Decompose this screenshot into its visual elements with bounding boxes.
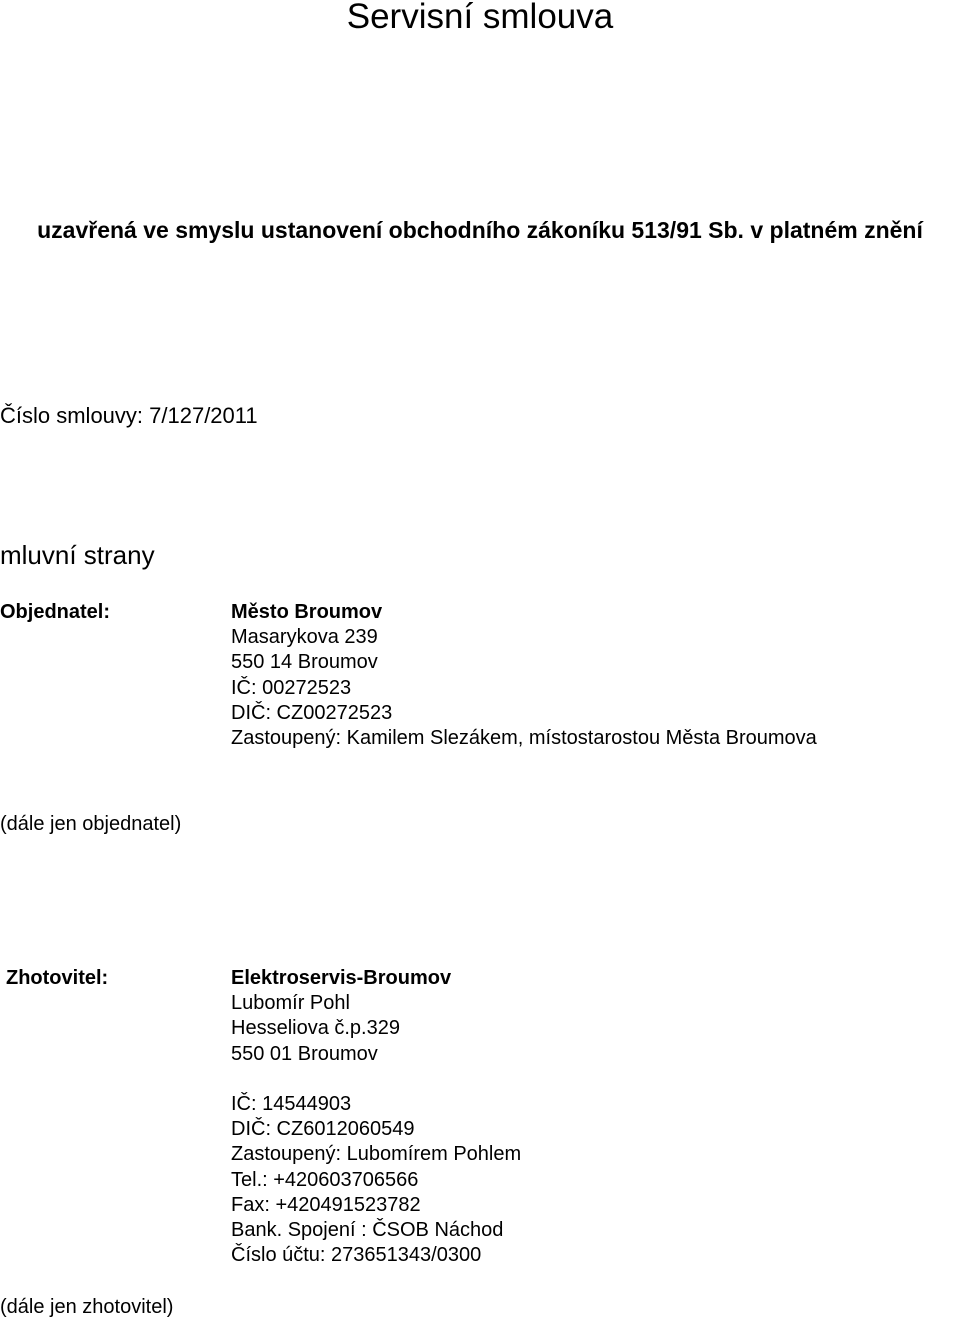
contractor-detail: Číslo účtu: 273651343/0300 <box>231 1244 482 1267</box>
client-note: (dále jen objednatel) <box>0 813 182 835</box>
contractor-details-block <box>231 1092 521 1268</box>
contractor-detail: Tel.: +420603706566 <box>231 1168 419 1191</box>
contractor-line: 550 01 Broumov <box>231 1042 378 1065</box>
contractor-line: Hesseliova č.p.329 <box>231 1017 400 1040</box>
client-label: Objednatel: <box>0 601 111 623</box>
contractor-detail: IČ: 14544903 <box>231 1093 352 1115</box>
contractor-note: (dále jen zhotovitel) <box>0 1296 174 1318</box>
contract-number: Číslo smlouvy: 7/127/2011 <box>0 403 258 428</box>
client-name: Město Broumov <box>231 601 383 623</box>
contractor-name: Elektroservis-Broumov <box>231 967 452 989</box>
document-title: Servisní smlouva <box>346 0 614 36</box>
client-line: Masarykova 239 <box>231 626 378 649</box>
contractor-detail: DIČ: CZ6012060549 <box>231 1118 415 1141</box>
contractor-label: Zhotovitel: <box>6 967 109 989</box>
contractor-detail: Bank. Spojení : ČSOB Náchod <box>231 1219 504 1242</box>
contractor-detail: Zastoupený: Lubomírem Pohlem <box>231 1143 522 1166</box>
client-line: Zastoupený: Kamilem Slezákem, místostarostou Města Broumova <box>231 727 817 750</box>
contractor-address-block <box>231 966 451 1067</box>
contractor-line: Lubomír Pohl <box>231 992 350 1015</box>
contractor-detail: Fax: +420491523782 <box>231 1193 421 1216</box>
client-line: 550 14 Broumov <box>231 651 378 674</box>
client-line: DIČ: CZ00272523 <box>231 701 393 724</box>
client-line: IČ: 00272523 <box>231 676 352 699</box>
client-block <box>231 600 817 751</box>
parties-heading: mluvní strany <box>0 540 155 570</box>
document-subtitle: uzavřená ve smyslu ustanovení obchodního zákoníku 513/91 Sb. v platném znění <box>37 217 923 243</box>
